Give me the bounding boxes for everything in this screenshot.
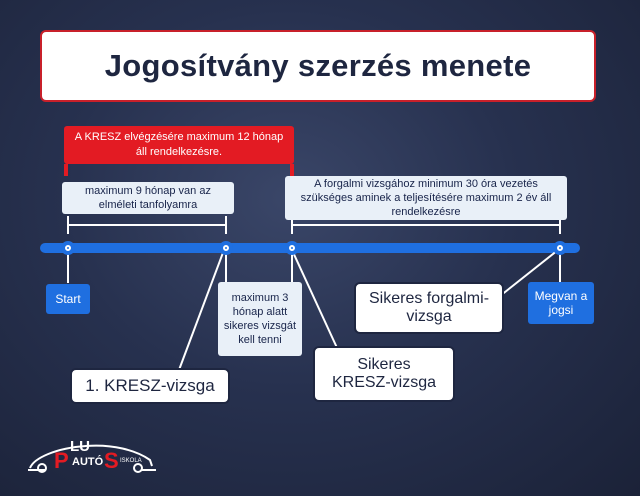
end-node <box>553 241 567 255</box>
timeline-bar <box>40 243 580 253</box>
logo-text-iskola: ISKOLA <box>120 458 142 464</box>
kresz-passed-node <box>285 241 299 255</box>
page-title: Jogosítvány szerzés menete <box>104 48 532 83</box>
end-label: Megvan a jogsi <box>528 282 594 324</box>
logo <box>26 434 158 478</box>
title-banner <box>40 30 596 102</box>
kresz-deadline-note: A KRESZ elvégzésére maximum 12 hónap áll rendelkezésre. <box>64 126 294 164</box>
kresz-exam-pointer <box>176 250 224 378</box>
driving-note: A forgalmi vizsgához minimum 30 óra vezetés szükséges aminek a teljesítésére maximum 2 év áll rendelkezésre <box>285 176 567 220</box>
logo-text-p: P <box>54 448 69 473</box>
exam-window-note: maximum 3 hónap alatt sikeres vizsgát kell tenni <box>218 282 302 356</box>
start-label: Start <box>46 284 90 314</box>
theory-note: maximum 9 hónap van az elméleti tanfolyamra <box>62 182 234 214</box>
kresz-passed-box: Sikeres KRESZ-vizsga <box>313 346 455 402</box>
logo-text-auto: AUTÓ <box>72 456 104 468</box>
kresz-exam-node <box>219 241 233 255</box>
logo-text-s: S <box>104 448 119 473</box>
kresz-exam-box: 1. KRESZ-vizsga <box>70 368 230 404</box>
start-node <box>61 241 75 255</box>
driving-passed-box: Sikeres forgalmi-vizsga <box>354 282 504 334</box>
logo-text-lu: LU <box>70 438 90 455</box>
